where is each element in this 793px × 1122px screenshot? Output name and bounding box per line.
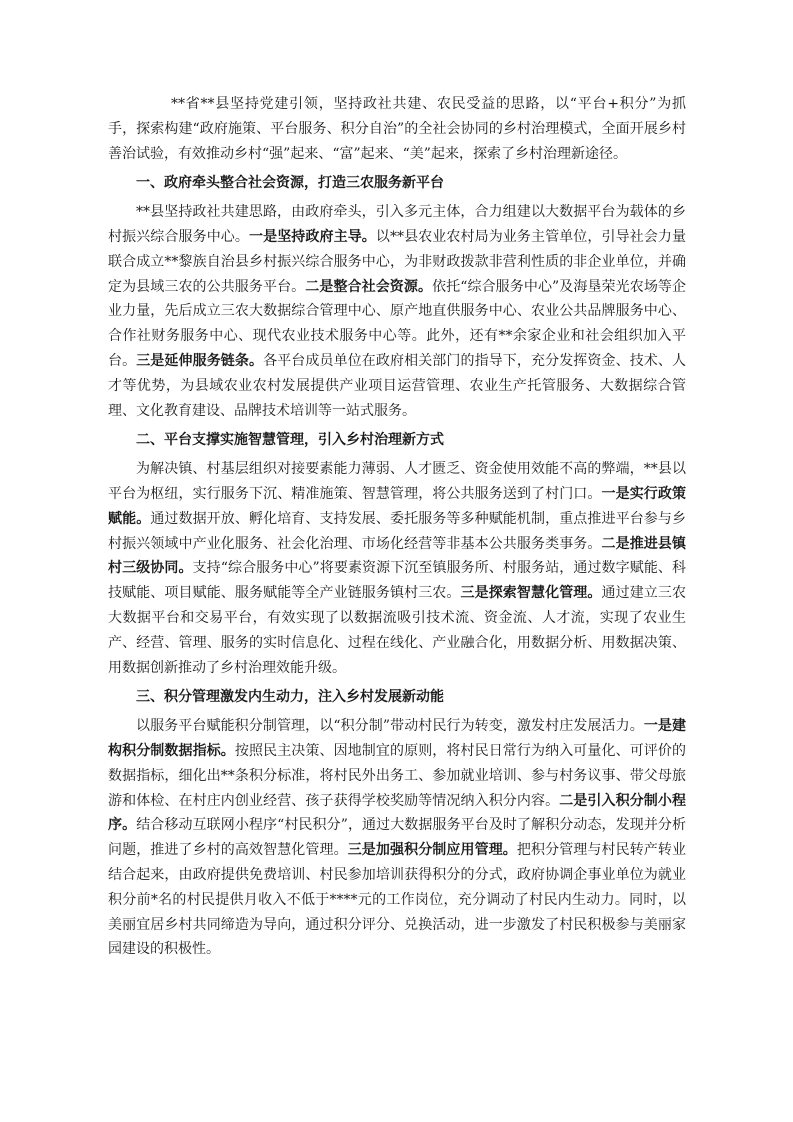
section-paragraph <box>108 457 686 680</box>
key-point: 一是实行政策赋能。 <box>108 485 686 527</box>
body-text: 各平台成员单位在政府相关部门的指导下，充分发挥资金、技术、人才等优势，为县域农业农村发展提供产业项目运营管理、农业生产托管服务、大数据综合管理、文化教育建设、品牌技术培训等一站式服务。 <box>108 352 687 419</box>
key-point: 二是推进县镇村三级协同。 <box>108 535 686 577</box>
body-text: 通过数据开放、孵化培育、支持发展、委托服务等多种赋能机制，重点推进平台参与乡村振兴领域中产业化服务、社会化治理、市场化经营等非基本公共服务类事务。 <box>108 510 687 552</box>
body-text: 按照民主决策、因地制宜的原则，将村民日常行为纳入可量化、可评价的数据指标，细化出**条积分标准，将村民外出务工、参加就业培训、参与村务议事、带父母旅游和体检、在村庄内创业经营、孩子获得学校奖励等情况纳入积分内容。 <box>108 742 687 809</box>
key-point: 二是整合社会资源。 <box>305 278 433 295</box>
key-point: 三是延伸服务链条。 <box>136 352 264 369</box>
key-point: 一是建构积分制数据指标。 <box>108 718 687 759</box>
document-page <box>108 92 686 962</box>
body-text: 为解决镇、村基层组织对接要素能力薄弱、人才匮乏、资金使用效能不高的弊端，**县以平台为枢纽，实行服务下沉、精准施策、智慧管理，将公共服务送到了村门口。 <box>108 461 686 502</box>
section-3 <box>108 680 686 962</box>
intro-paragraph: **省**县坚持党建引领，坚持政社共建、农民受益的思路，以“平台+积分”为抓手，探索构建“政府施策、平台服务、积分自治”的全社会协同的乡村治理模式，全面开展乡村善治试验，有效推动乡村“强”起来、“富”起来、“美”起来，探索了乡村治理新途径。 <box>108 96 686 162</box>
key-point: 三是探索智慧化管理。 <box>460 585 602 602</box>
section-paragraph <box>108 200 686 423</box>
key-point: 二是引入积分制小程序。 <box>108 792 687 834</box>
section-2 <box>108 423 686 680</box>
body-text: 支持“综合服务中心”将要素资源下沉至镇服务所、村服务站，通过数字赋能、科技赋能、项目赋能、服务赋能等全产业链服务镇村三农。 <box>108 560 687 602</box>
section-paragraph <box>108 714 686 962</box>
body-text: 把积分管理与村民转产转业结合起来，由政府提供免费培训、村民参加培训获得积分的分式，政府协调企事业单位为就业积分前*名的村民提供月收入不低于****元的工作岗位，充分调动了村民内生动力。同时，以美丽宜居乡村共同缔造为导向，通过积分评分、兑换活动，进一步激发了村民积极参与美丽家园建设的积极性。 <box>108 842 687 958</box>
section-heading: 三、积分管理激发内生动力，注入乡村发展新动能 <box>136 689 444 706</box>
body-text: 以服务平台赋能积分制管理，以“积分制”带动村民行为转变，激发村庄发展活力。 <box>136 718 644 735</box>
key-point: 三是加强积分制应用管理。 <box>347 842 517 859</box>
section-heading: 二、平台支撑实施智慧管理，引入乡村治理新方式 <box>136 432 444 449</box>
body-text: 结合移动互联网小程序“村民积分”，通过大数据服务平台及时了解积分动态，发现并分析问题，推进了乡村的高效智慧化管理。 <box>108 817 687 859</box>
body-text: 依托“综合服务中心”及海垦荣光农场等企业力量，先后成立三农大数据综合管理中心、原产地直供服务中心、农业公共品牌服务中心、合作社财务服务中心、现代农业技术服务中心等。此外，还有**余家企业和社会组织加入平台。 <box>108 278 687 369</box>
body-text: **县坚持政社共建思路，由政府牵头，引入多元主体，合力组建以大数据平台为载体的乡村振兴综合服务中心。 <box>108 204 686 245</box>
key-point: 一是坚持政府主导。 <box>249 228 376 245</box>
section-1 <box>108 166 686 423</box>
body-text: 以**县农业农村局为业务主管单位，引导社会力量联合成立**黎族自治县乡村振兴综合服务中心，为非财政拨款非营利性质的非企业单位，并确定为县域三农的公共服务平台。 <box>108 228 687 295</box>
body-text: 通过建立三农大数据平台和交易平台，有效实现了以数据流吸引技术流、资金流、人才流，实现了农业生产、经营、管理、服务的实时信息化、过程在线化、产业融合化，用数据分析、用数据决策、用数据创新推动了乡村治理效能升级。 <box>108 585 686 676</box>
section-heading: 一、政府牵头整合社会资源，打造三农服务新平台 <box>136 175 444 192</box>
